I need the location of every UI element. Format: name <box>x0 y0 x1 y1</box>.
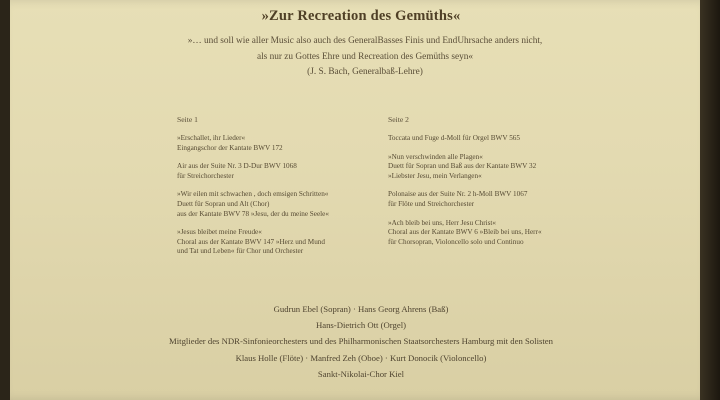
track-line: »Jesus bleibet meine Freude« <box>177 228 262 237</box>
track-line: »Wir eilen mit schwachen , doch emsigen Schritten« <box>177 190 329 199</box>
track-line: Toccata und Fuge d-Moll für Orgel BWV 565 <box>388 134 520 142</box>
quote-line: als nur zu Gottes Ehre und Recreation des Gemüths seyn« <box>256 51 474 62</box>
quote-line: »… und soll wie aller Music also auch des GeneralBasses Finis und EndUhrsache anders nicht, <box>187 36 543 46</box>
track <box>388 134 618 144</box>
credit-line: Hans-Dietrich Ott (Orgel) <box>315 320 407 331</box>
album-title: »Zur Recreation des Gemüths« <box>261 8 461 24</box>
track <box>177 228 407 257</box>
side1-heading: Seite 1 <box>177 115 198 124</box>
side2-tracklist <box>388 134 618 256</box>
sleeve-edge-shadow <box>700 0 720 400</box>
credit-line: Klaus Holle (Flöte) · Manfred Zeh (Oboe) · Kurt Donocik (Violoncello) <box>235 352 487 363</box>
track <box>177 134 407 153</box>
track-line: Polonaise aus der Suite Nr. 2 h-Moll BWV 1067 <box>388 190 528 199</box>
side1-tracklist <box>177 134 407 266</box>
track-line: Choral aus der Kantate BWV 6 »Bleib bei uns, Herr« <box>388 228 542 237</box>
track-line: Choral aus der Kantate BWV 147 »Herz und Mund <box>177 237 325 246</box>
track-line: für Chorsopran, Violoncello solo und Continuo <box>388 237 524 246</box>
track-line: »Erschallet, ihr Lieder« <box>177 134 246 142</box>
track-line: für Flöte und Streichorchester <box>388 199 475 208</box>
quote-attribution: (J. S. Bach, Generalbaß-Lehre) <box>307 67 423 77</box>
track <box>177 162 407 181</box>
track <box>388 219 618 248</box>
side2-heading: Seite 2 <box>388 115 409 124</box>
track-line: »Liebster Jesu, mein Verlangen« <box>388 171 482 180</box>
track-line: und Tat und Leben« für Chor und Orchester <box>177 247 304 256</box>
record-sleeve-back <box>10 0 712 400</box>
performer-credits <box>10 301 712 382</box>
credit-line: Sankt-Nikolai-Chor Kiel <box>317 368 405 379</box>
credit-line: Gudrun Ebel (Sopran) · Hans Georg Ahrens (Baß) <box>273 304 449 314</box>
track-line: Duett für Sopran und Alt (Chor) <box>177 199 270 208</box>
track-line: Duett für Sopran und Baß aus der Kantate BWV 32 <box>388 162 537 171</box>
credit-line: Mitglieder des NDR-Sinfonieorchesters und des Philharmonischen Staatsorchesters Hamburg mit den Solisten <box>169 336 553 347</box>
track-line: »Ach bleib bei uns, Herr Jesu Christ« <box>388 218 496 227</box>
track-line: Eingangschor der Kantate BWV 172 <box>177 143 283 152</box>
bach-quote <box>160 34 570 81</box>
track-line: für Streichorchester <box>177 171 234 180</box>
track-line: »Nun verschwinden alle Plagen« <box>388 152 483 161</box>
track <box>388 190 618 209</box>
track <box>388 153 618 182</box>
track <box>177 190 407 219</box>
track-line: Air aus der Suite Nr. 3 D-Dur BWV 1068 <box>177 162 297 171</box>
track-line: aus der Kantate BWV 78 »Jesu, der du meine Seele« <box>177 209 329 218</box>
